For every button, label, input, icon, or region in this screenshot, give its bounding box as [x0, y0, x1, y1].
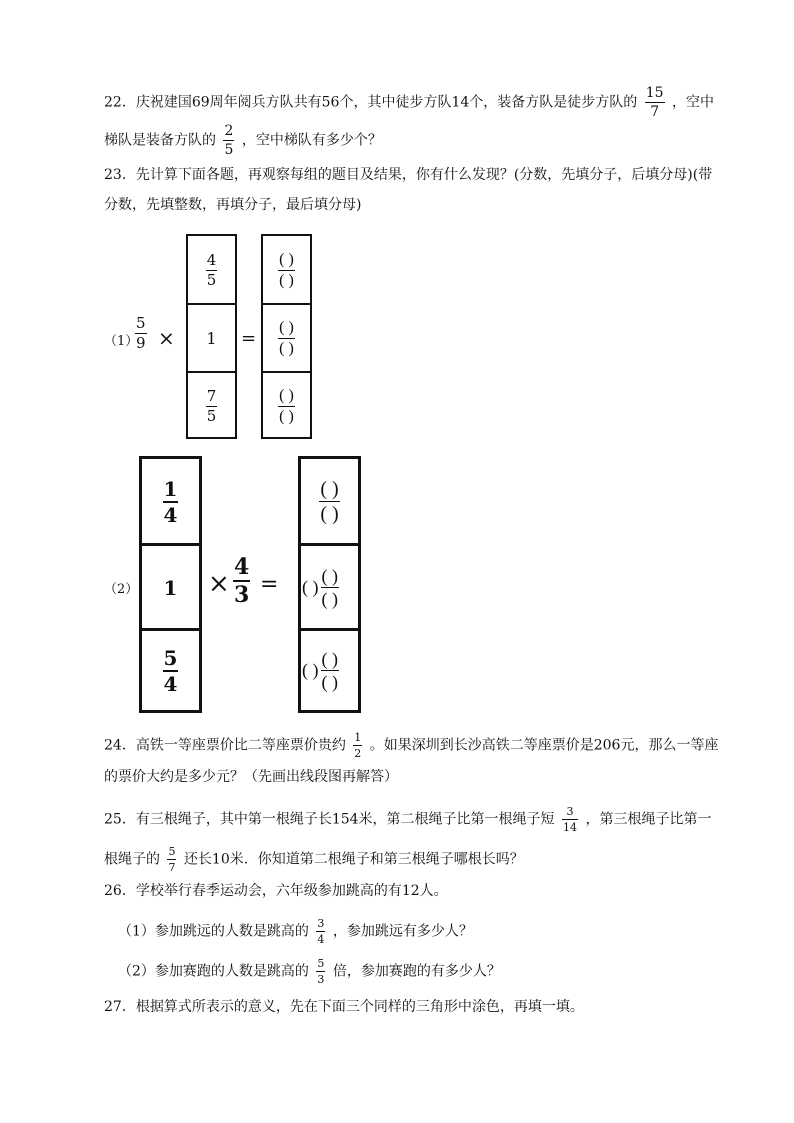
q26-text: 倍，参加赛跑的有多少人？ [332, 963, 501, 980]
p2-factor-cell [142, 543, 199, 629]
denominator: 14 [563, 821, 578, 834]
p1-factor-cell [188, 236, 235, 304]
q26-text: 学校举行春季运动会，六年级参加跳高的有12人。 [135, 883, 448, 899]
q23-text: 先计算下面各题，再观察每组的题目及结果，你有什么发现？(分数，先填分子，后填分母)(带 [135, 167, 713, 183]
fraction [562, 806, 578, 833]
numerator: 1 [163, 476, 178, 501]
numerator-blank[interactable]: ( ) [279, 386, 294, 404]
denominator-blank[interactable]: ( ) [279, 271, 294, 289]
denominator: 4 [317, 933, 325, 946]
numerator: 4 [206, 250, 217, 269]
lhs-fraction [132, 316, 150, 351]
whole-number: 1 [163, 575, 178, 600]
q26-line1 [104, 882, 448, 900]
question-number: 27． [104, 999, 136, 1015]
question-number: 25． [104, 811, 136, 828]
numerator-blank[interactable]: ( ) [320, 478, 339, 500]
question-number: 24． [104, 737, 136, 754]
problem-label: （1） [104, 334, 139, 349]
q26-sub1 [118, 918, 473, 945]
q25-line1 [104, 806, 711, 833]
denominator: 4 [163, 502, 178, 527]
answer-cell[interactable] [263, 371, 310, 439]
q25-text: ，第三根绳子比第一 [585, 811, 712, 828]
numerator: 15 [645, 85, 664, 101]
times-sign: × [158, 326, 175, 350]
denominator-blank[interactable]: ( ) [279, 340, 294, 357]
whole-blank[interactable]: ( ) [302, 577, 319, 597]
p2-answer-column [298, 456, 361, 713]
p1-factor-column [186, 234, 237, 439]
fraction [167, 846, 176, 873]
q27-text: 根据算式所表示的意义，先在下面三个同样的三角形中涂色，再填一填。 [135, 999, 584, 1015]
q22-line2 [104, 124, 382, 157]
numerator: 5 [168, 845, 176, 858]
equals-sign: = [241, 328, 257, 349]
denominator-blank[interactable]: ( ) [320, 503, 339, 525]
p1-factor-cell [188, 371, 235, 439]
denominator: 5 [206, 406, 217, 425]
numerator: 4 [234, 554, 250, 580]
sub-label: （2） [118, 963, 155, 980]
numerator-blank[interactable]: ( ) [279, 319, 294, 336]
q22-text: ，空中梯队有多少个？ [241, 132, 382, 149]
rhs-fraction [230, 556, 253, 606]
numerator-blank[interactable]: ( ) [321, 566, 338, 586]
p1-factor-cell [188, 303, 235, 372]
denominator: 9 [136, 334, 146, 352]
fraction [645, 86, 665, 119]
q25-text: 根绳子的 [104, 851, 160, 868]
q23-text: 分数，先填整数，再填分子，最后填分母) [104, 197, 362, 213]
fraction [316, 958, 325, 985]
q24-line1 [104, 732, 718, 759]
denominator: 5 [224, 142, 234, 158]
equals-sign: = [260, 572, 279, 597]
fraction [316, 918, 325, 945]
q26-text: 参加赛跑的人数是跳高的 [154, 963, 309, 980]
numerator: 3 [566, 805, 574, 818]
q23-line2 [104, 196, 361, 214]
whole-number: 1 [206, 329, 217, 348]
denominator-blank[interactable]: ( ) [321, 672, 338, 692]
numerator: 5 [163, 645, 178, 670]
denominator: 3 [234, 582, 250, 608]
question-number: 23． [104, 167, 136, 183]
times-sign: × [208, 569, 230, 599]
p2-factor-column [139, 456, 202, 713]
q26-sub2 [118, 958, 501, 985]
q22-text: ，空中 [672, 94, 715, 111]
answer-cell[interactable] [263, 236, 310, 304]
fraction [353, 732, 362, 759]
numerator: 5 [136, 314, 146, 332]
q25-line2 [104, 846, 524, 873]
q22-text: 庆祝建国69周年阅兵方队共有56个，其中徒步方队14个，装备方队是徒步方队的 [135, 94, 638, 111]
numerator: 1 [354, 731, 362, 744]
problem-label: （2） [104, 582, 139, 597]
q25-text: 还长10米．你知道第二根绳子和第三根绳子哪根长吗？ [183, 851, 524, 868]
q26-text: 参加跳远的人数是跳高的 [154, 923, 309, 940]
answer-cell[interactable] [301, 459, 358, 544]
p2-factor-cell [142, 628, 199, 710]
q24-text: 。如果深圳到长沙高铁二等座票价是206元，那么一等座 [369, 737, 719, 754]
denominator: 7 [168, 861, 176, 874]
numerator-blank[interactable]: ( ) [279, 250, 294, 268]
p1-answer-column [261, 234, 312, 439]
numerator: 3 [317, 917, 325, 930]
numerator-blank[interactable]: ( ) [321, 649, 338, 669]
answer-cell-mixed[interactable] [301, 543, 358, 629]
denominator-blank[interactable]: ( ) [279, 407, 294, 425]
answer-cell-mixed[interactable] [301, 628, 358, 710]
denominator: 2 [354, 747, 362, 760]
q25-text: 有三根绳子，其中第一根绳子长154米，第二根绳子比第一根绳子短 [135, 811, 555, 828]
q24-line2 [104, 768, 398, 786]
denominator-blank[interactable]: ( ) [321, 589, 338, 609]
q23-line1 [104, 166, 712, 184]
answer-cell[interactable] [263, 303, 310, 372]
q22-line1 [104, 86, 714, 119]
q24-text: 的票价大约是多少元？（先画出线段图再解答） [104, 769, 398, 785]
q22-text: 梯队是装备方队的 [104, 132, 216, 149]
denominator: 7 [650, 104, 660, 120]
denominator: 3 [317, 973, 325, 986]
q26-text: ，参加跳远有多少人？ [332, 923, 473, 940]
question-number: 22． [104, 94, 136, 111]
fraction [223, 124, 234, 157]
q27-line1 [104, 998, 584, 1016]
denominator: 5 [206, 270, 217, 289]
denominator: 4 [163, 671, 178, 696]
numerator: 7 [206, 386, 217, 405]
question-number: 26． [104, 883, 136, 899]
p2-factor-cell [142, 459, 199, 544]
numerator: 5 [317, 957, 325, 970]
q24-text: 高铁一等座票价比二等座票价贵约 [135, 737, 346, 754]
whole-blank[interactable]: ( ) [302, 660, 319, 680]
numerator: 2 [224, 123, 234, 139]
sub-label: （1） [118, 923, 155, 940]
